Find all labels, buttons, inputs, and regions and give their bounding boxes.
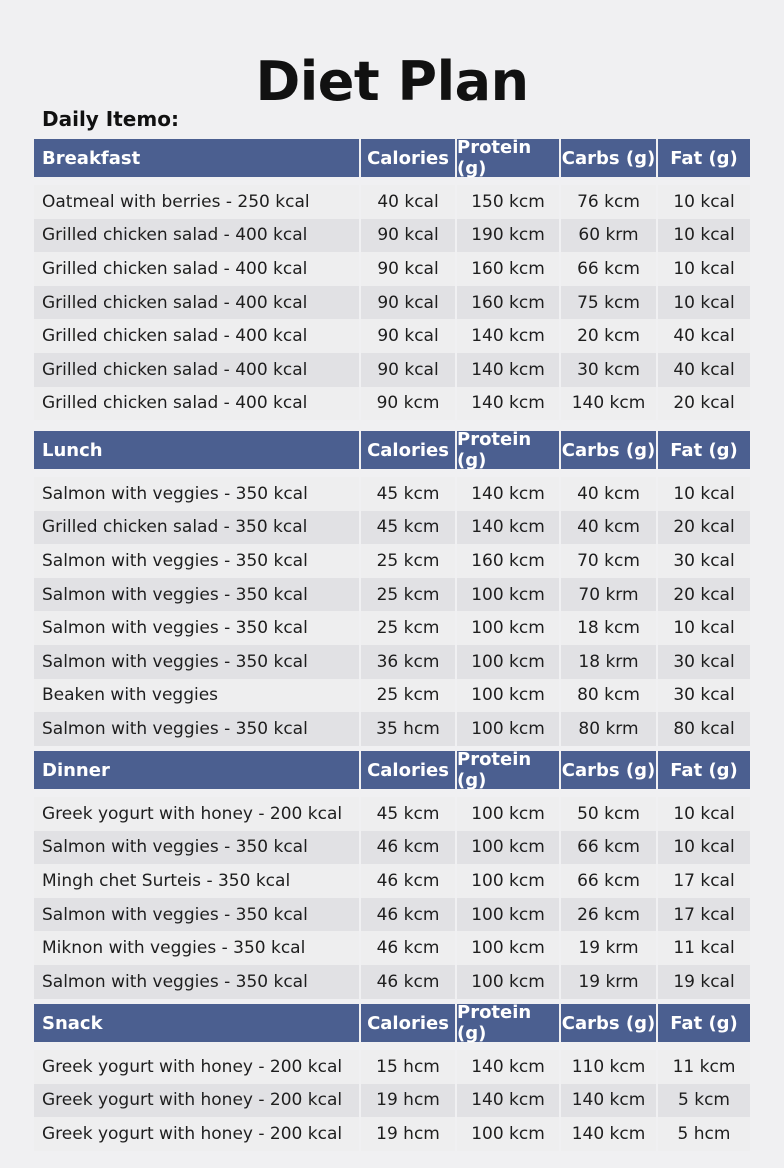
calories-cell: 46 kcm bbox=[361, 898, 457, 932]
protein-cell: 140 kcm bbox=[457, 511, 561, 545]
fat-cell: 17 kcal bbox=[658, 864, 750, 898]
fat-cell: 10 kcal bbox=[658, 797, 750, 831]
protein-cell: 100 kcm bbox=[457, 898, 561, 932]
carbs-cell: 66 kcm bbox=[561, 864, 658, 898]
protein-cell: 140 kcm bbox=[457, 1050, 561, 1084]
fat-cell: 17 kcal bbox=[658, 898, 750, 932]
carbs-cell: 140 kcm bbox=[561, 1117, 658, 1151]
food-cell: Grilled chicken salad - 400 kcal bbox=[34, 252, 361, 286]
column-header-carbs: Carbs (g) bbox=[561, 139, 658, 177]
calories-cell: 90 kcal bbox=[361, 286, 457, 320]
food-cell: Salmon with veggies - 350 kcal bbox=[34, 712, 361, 746]
protein-cell: 100 kcm bbox=[457, 965, 561, 999]
protein-cell: 100 kcm bbox=[457, 679, 561, 713]
protein-cell: 160 kcm bbox=[457, 286, 561, 320]
table-row bbox=[34, 185, 750, 219]
fat-cell: 10 kcal bbox=[658, 611, 750, 645]
column-header-fat: Fat (g) bbox=[658, 431, 750, 469]
protein-cell: 160 kcm bbox=[457, 252, 561, 286]
fat-cell: 30 kcal bbox=[658, 544, 750, 578]
column-header-calories: Calories bbox=[361, 431, 457, 469]
calories-cell: 90 kcal bbox=[361, 319, 457, 353]
fat-cell: 10 kcal bbox=[658, 286, 750, 320]
carbs-cell: 70 krm bbox=[561, 578, 658, 612]
food-cell: Grilled chicken salad - 400 kcal bbox=[34, 319, 361, 353]
calories-cell: 90 kcm bbox=[361, 387, 457, 421]
protein-cell: 160 kcm bbox=[457, 544, 561, 578]
fat-cell: 11 kcal bbox=[658, 931, 750, 965]
fat-cell: 19 kcal bbox=[658, 965, 750, 999]
fat-cell: 10 kcal bbox=[658, 831, 750, 865]
calories-cell: 35 hcm bbox=[361, 712, 457, 746]
carbs-cell: 80 kcm bbox=[561, 679, 658, 713]
carbs-cell: 140 kcm bbox=[561, 387, 658, 421]
column-header-fat: Fat (g) bbox=[658, 751, 750, 789]
table-row bbox=[34, 611, 750, 645]
table-row bbox=[34, 931, 750, 965]
table-row bbox=[34, 898, 750, 932]
breakfast-section-title: Breakfast bbox=[34, 139, 361, 177]
food-cell: Greek yogurt with honey - 200 kcal bbox=[34, 797, 361, 831]
breakfast-section bbox=[34, 139, 750, 420]
calories-cell: 25 kcm bbox=[361, 578, 457, 612]
snack-rows bbox=[34, 1050, 750, 1151]
calories-cell: 40 kcal bbox=[361, 185, 457, 219]
food-cell: Beaken with veggies bbox=[34, 679, 361, 713]
calories-cell: 45 kcm bbox=[361, 477, 457, 511]
column-header-fat: Fat (g) bbox=[658, 1004, 750, 1042]
fat-cell: 11 kcm bbox=[658, 1050, 750, 1084]
column-header-calories: Calories bbox=[361, 751, 457, 789]
table-row bbox=[34, 645, 750, 679]
table-row bbox=[34, 578, 750, 612]
food-cell: Grilled chicken salad - 350 kcal bbox=[34, 511, 361, 545]
protein-cell: 100 kcm bbox=[457, 831, 561, 865]
table-row bbox=[34, 1050, 750, 1084]
lunch-header-row bbox=[34, 431, 750, 469]
protein-cell: 100 kcm bbox=[457, 578, 561, 612]
page-title: Diet Plan bbox=[255, 50, 529, 113]
column-header-protein: Protein (g) bbox=[457, 431, 561, 469]
table-row bbox=[34, 831, 750, 865]
lunch-section bbox=[34, 431, 750, 746]
snack-header-row bbox=[34, 1004, 750, 1042]
food-cell: Mingh chet Surteis - 350 kcal bbox=[34, 864, 361, 898]
fat-cell: 10 kcal bbox=[658, 252, 750, 286]
carbs-cell: 110 kcm bbox=[561, 1050, 658, 1084]
table-row bbox=[34, 477, 750, 511]
food-cell: Salmon with veggies - 350 kcal bbox=[34, 477, 361, 511]
food-cell: Salmon with veggies - 350 kcal bbox=[34, 578, 361, 612]
protein-cell: 100 kcm bbox=[457, 797, 561, 831]
food-cell: Greek yogurt with honey - 200 kcal bbox=[34, 1117, 361, 1151]
table-row bbox=[34, 1117, 750, 1151]
protein-cell: 150 kcm bbox=[457, 185, 561, 219]
column-header-protein: Protein (g) bbox=[457, 139, 561, 177]
column-header-carbs: Carbs (g) bbox=[561, 1004, 658, 1042]
food-cell: Grilled chicken salad - 400 kcal bbox=[34, 219, 361, 253]
calories-cell: 15 hcm bbox=[361, 1050, 457, 1084]
carbs-cell: 50 kcm bbox=[561, 797, 658, 831]
food-cell: Grilled chicken salad - 400 kcal bbox=[34, 286, 361, 320]
protein-cell: 190 kcm bbox=[457, 219, 561, 253]
fat-cell: 80 kcal bbox=[658, 712, 750, 746]
carbs-cell: 66 kcm bbox=[561, 252, 658, 286]
column-header-carbs: Carbs (g) bbox=[561, 751, 658, 789]
column-header-calories: Calories bbox=[361, 1004, 457, 1042]
calories-cell: 19 hcm bbox=[361, 1084, 457, 1118]
fat-cell: 20 kcal bbox=[658, 387, 750, 421]
calories-cell: 46 kcm bbox=[361, 864, 457, 898]
carbs-cell: 40 kcm bbox=[561, 511, 658, 545]
protein-cell: 140 kcm bbox=[457, 387, 561, 421]
carbs-cell: 75 kcm bbox=[561, 286, 658, 320]
table-row bbox=[34, 679, 750, 713]
table-row bbox=[34, 219, 750, 253]
protein-cell: 100 kcm bbox=[457, 1117, 561, 1151]
fat-cell: 20 kcal bbox=[658, 511, 750, 545]
table-row bbox=[34, 353, 750, 387]
daily-items-label: Daily Itemo: bbox=[42, 107, 179, 131]
table-row bbox=[34, 544, 750, 578]
calories-cell: 46 kcm bbox=[361, 831, 457, 865]
fat-cell: 10 kcal bbox=[658, 185, 750, 219]
fat-cell: 20 kcal bbox=[658, 578, 750, 612]
carbs-cell: 26 kcm bbox=[561, 898, 658, 932]
food-cell: Grilled chicken salad - 400 kcal bbox=[34, 387, 361, 421]
carbs-cell: 18 kcm bbox=[561, 611, 658, 645]
food-cell: Greek yogurt with honey - 200 kcal bbox=[34, 1050, 361, 1084]
food-cell: Salmon with veggies - 350 kcal bbox=[34, 645, 361, 679]
table-row bbox=[34, 387, 750, 421]
lunch-rows bbox=[34, 477, 750, 746]
carbs-cell: 66 kcm bbox=[561, 831, 658, 865]
table-row bbox=[34, 252, 750, 286]
table-row bbox=[34, 712, 750, 746]
fat-cell: 10 kcal bbox=[658, 219, 750, 253]
dinner-header-row bbox=[34, 751, 750, 789]
breakfast-rows bbox=[34, 185, 750, 420]
fat-cell: 40 kcal bbox=[658, 319, 750, 353]
table-row bbox=[34, 319, 750, 353]
protein-cell: 140 kcm bbox=[457, 319, 561, 353]
fat-cell: 10 kcal bbox=[658, 477, 750, 511]
food-cell: Salmon with veggies - 350 kcal bbox=[34, 831, 361, 865]
calories-cell: 25 kcm bbox=[361, 611, 457, 645]
snack-section bbox=[34, 1004, 750, 1151]
fat-cell: 30 kcal bbox=[658, 679, 750, 713]
column-header-carbs: Carbs (g) bbox=[561, 431, 658, 469]
carbs-cell: 30 kcm bbox=[561, 353, 658, 387]
dinner-rows bbox=[34, 797, 750, 999]
table-row bbox=[34, 864, 750, 898]
calories-cell: 25 kcm bbox=[361, 544, 457, 578]
breakfast-header-row bbox=[34, 139, 750, 177]
protein-cell: 100 kcm bbox=[457, 645, 561, 679]
food-cell: Salmon with veggies - 350 kcal bbox=[34, 898, 361, 932]
calories-cell: 45 kcm bbox=[361, 797, 457, 831]
table-row bbox=[34, 1084, 750, 1118]
calories-cell: 36 kcm bbox=[361, 645, 457, 679]
table-row bbox=[34, 797, 750, 831]
table-row bbox=[34, 965, 750, 999]
carbs-cell: 140 kcm bbox=[561, 1084, 658, 1118]
calories-cell: 90 kcal bbox=[361, 252, 457, 286]
protein-cell: 100 kcm bbox=[457, 712, 561, 746]
food-cell: Greek yogurt with honey - 200 kcal bbox=[34, 1084, 361, 1118]
calories-cell: 90 kcal bbox=[361, 219, 457, 253]
dinner-section-title: Dinner bbox=[34, 751, 361, 789]
lunch-section-title: Lunch bbox=[34, 431, 361, 469]
fat-cell: 30 kcal bbox=[658, 645, 750, 679]
food-cell: Salmon with veggies - 350 kcal bbox=[34, 965, 361, 999]
column-header-calories: Calories bbox=[361, 139, 457, 177]
column-header-fat: Fat (g) bbox=[658, 139, 750, 177]
fat-cell: 5 hcm bbox=[658, 1117, 750, 1151]
fat-cell: 40 kcal bbox=[658, 353, 750, 387]
carbs-cell: 70 kcm bbox=[561, 544, 658, 578]
carbs-cell: 80 krm bbox=[561, 712, 658, 746]
table-row bbox=[34, 511, 750, 545]
carbs-cell: 20 kcm bbox=[561, 319, 658, 353]
carbs-cell: 18 krm bbox=[561, 645, 658, 679]
calories-cell: 90 kcal bbox=[361, 353, 457, 387]
protein-cell: 140 kcm bbox=[457, 1084, 561, 1118]
food-cell: Oatmeal with berries - 250 kcal bbox=[34, 185, 361, 219]
column-header-protein: Protein (g) bbox=[457, 751, 561, 789]
calories-cell: 19 hcm bbox=[361, 1117, 457, 1151]
column-header-protein: Protein (g) bbox=[457, 1004, 561, 1042]
carbs-cell: 60 krm bbox=[561, 219, 658, 253]
food-cell: Grilled chicken salad - 400 kcal bbox=[34, 353, 361, 387]
calories-cell: 45 kcm bbox=[361, 511, 457, 545]
protein-cell: 100 kcm bbox=[457, 611, 561, 645]
snack-section-title: Snack bbox=[34, 1004, 361, 1042]
protein-cell: 100 kcm bbox=[457, 931, 561, 965]
calories-cell: 46 kcm bbox=[361, 931, 457, 965]
table-row bbox=[34, 286, 750, 320]
carbs-cell: 40 kcm bbox=[561, 477, 658, 511]
fat-cell: 5 kcm bbox=[658, 1084, 750, 1118]
protein-cell: 100 kcm bbox=[457, 864, 561, 898]
carbs-cell: 19 krm bbox=[561, 965, 658, 999]
carbs-cell: 19 krm bbox=[561, 931, 658, 965]
protein-cell: 140 kcm bbox=[457, 353, 561, 387]
carbs-cell: 76 kcm bbox=[561, 185, 658, 219]
protein-cell: 140 kcm bbox=[457, 477, 561, 511]
food-cell: Miknon with veggies - 350 kcal bbox=[34, 931, 361, 965]
food-cell: Salmon with veggies - 350 kcal bbox=[34, 544, 361, 578]
calories-cell: 25 kcm bbox=[361, 679, 457, 713]
calories-cell: 46 kcm bbox=[361, 965, 457, 999]
food-cell: Salmon with veggies - 350 kcal bbox=[34, 611, 361, 645]
dinner-section bbox=[34, 751, 750, 999]
